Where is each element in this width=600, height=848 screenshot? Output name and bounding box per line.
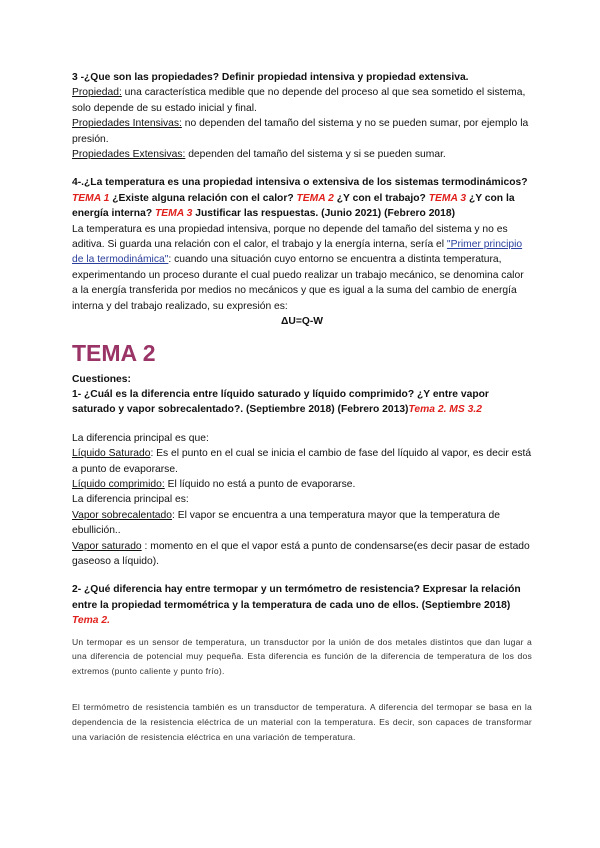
q4-title-part: Justificar las respuestas. (Junio 2021) (Febrero 2018) [192, 208, 456, 220]
q2-title-text: 2- ¿Qué diferencia hay entre termopar y un termómetro de resistencia? Expresar la relación entre la propiedad termométrica y la temperatura de cada uno de ellos. (Septiembre 2018) [72, 584, 521, 611]
vapor-sobrecalentado-label: Vapor sobrecalentado [72, 509, 172, 521]
liquido-comprimido [72, 477, 532, 492]
tema-tag: Tema 2. [72, 615, 110, 627]
termometro-resistencia-paragraph: El termómetro de resistencia también es un transductor de temperatura. A diferencia del termopar se basa en la dependencia de la resistencia eléctrica de un material con la temperatura. Es decir, son capaces de transformar una variación de resistencia eléctrica en una variación de temperatura. [72, 702, 532, 742]
q4-title-part: 4-.¿La temperatura es una propiedad intensiva o extensiva de los sistemas termodinámicos? [72, 177, 528, 189]
vapor-sobrecalentado-text: : El vapor se encuentra a una temperatura mayor que la temperatura de ebullición.. [72, 509, 500, 537]
extensivas-label: Propiedades Extensivas: [72, 149, 186, 161]
document-page [72, 70, 532, 744]
q4-answer [72, 222, 532, 314]
vapor-sobrecalentado [72, 508, 532, 539]
q3-propiedad [72, 85, 532, 116]
formula: ΔU=Q-W [280, 316, 323, 328]
primer-principio-link[interactable]: "Primer principio de la termodinámica" [72, 239, 523, 266]
q4-title [72, 175, 532, 221]
vapor-saturado [72, 539, 532, 570]
q4-title-part: ¿Existe alguna relación con el calor? [109, 192, 297, 204]
vapor-saturado-label: Vapor saturado [72, 540, 142, 552]
tema-tag: TEMA 2 [296, 192, 334, 204]
liquido-comprimido-label: Líquido comprimido: [72, 478, 165, 490]
intensivas-text: no dependen del tamaño del sistema y no se pueden sumar, por ejemplo la presión. [72, 118, 529, 145]
section-heading: TEMA 2 [72, 339, 156, 366]
cuestiones-label: Cuestiones: [72, 373, 131, 385]
propiedad-text: una característica medible que no depende del proceso al que sea sometido el sistema, solo depende de su estado inicial y final. [72, 87, 526, 114]
liquido-saturado-label: Líquido Saturado [72, 448, 151, 460]
liquido-saturado-text: : Es el punto en el cual se inicia el cambio de fase del líquido al vapor, es decir está a punto de evaporarse. [72, 448, 532, 475]
q3-intensivas [72, 116, 532, 147]
q4-title-part: ¿Y con el trabajo? [333, 192, 429, 204]
tema-tag: TEMA 3 [428, 192, 467, 204]
q4-answer-part: La temperatura es una propiedad intensiva, porque no depende del tamaño del sistema y no es aditiva. Si guarda una relación con el calor, el trabajo y la energía interna, sería el [72, 223, 508, 251]
q4-title-part: ¿Y con la energía interna? [72, 192, 515, 220]
propiedad-label: Propiedad: [72, 87, 122, 99]
q1-title-text: 1- ¿Cuál es la diferencia entre líquido saturado y líquido comprimido? ¿Y entre vapor saturado y vapor sobrecalentado?. (Septiembre 2018) (Febrero 2013) [72, 388, 489, 416]
intensivas-label: Propiedades Intensivas: [72, 118, 182, 130]
liquido-comprimido-text: El líquido no está a punto de evaporarse. [164, 478, 356, 490]
diferencia-intro-1: La diferencia principal es que: [72, 432, 209, 444]
diferencia-intro-2: La diferencia principal es: [72, 494, 189, 506]
q4-answer-part: : cuando una situación cuyo entorno se encuentra a distinta temperatura, experimentando un proceso durante el cual puedo realizar un trabajo mecánico, se denomina calor a la energía transferida por medios no mecánicos y que es igual a la suma del cambio de energía interna y del trabajo realizado, su expresión es: [72, 254, 524, 312]
q2-title [72, 582, 532, 628]
q3-title: 3 -¿Que son las propiedades? Definir propiedad intensiva y propiedad extensiva. [72, 72, 469, 83]
q3-extensivas [72, 147, 532, 162]
extensivas-text: dependen del tamaño del sistema y si se pueden sumar. [185, 149, 446, 161]
vapor-saturado-text: : momento en el que el vapor está a punto de condensarse(es decir pasar de estado gaseoso a líquido). [72, 540, 530, 567]
liquido-saturado [72, 446, 532, 477]
tema-tag: Tema 2. MS 3.2 [408, 404, 482, 416]
tema-tag: TEMA 1 [72, 192, 110, 204]
termopar-paragraph: Un termopar es un sensor de temperatura, un transductor por la unión de dos metales distintos que dan lugar a una diferencia de potencial muy pequeña. Esta diferencia es función de la diferencia de temperatura de los dos extremos (punto caliente y punto frío). [72, 636, 532, 676]
q1-title [72, 387, 532, 418]
tema-tag: TEMA 3 [154, 208, 193, 220]
